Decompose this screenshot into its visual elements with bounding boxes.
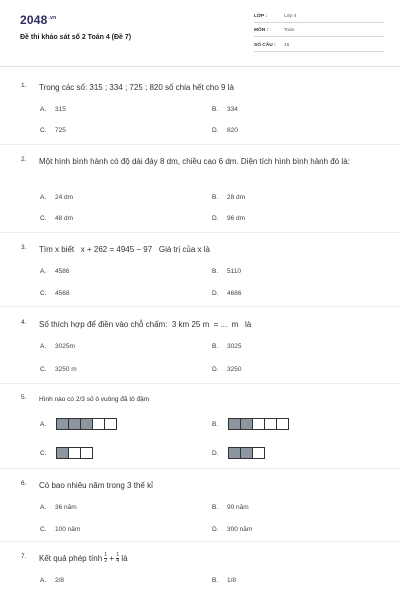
option-c[interactable]: C. (40, 450, 55, 457)
option-c[interactable]: C. 3250 m (40, 366, 77, 373)
empty-square (104, 418, 117, 430)
option-c[interactable]: C. 4568 (40, 290, 70, 297)
question-text: Một hình bình hành có độ dài đáy 8 dm, chiều cao 6 dm. Diện tích hình bình hành đó là: (39, 157, 350, 166)
option-a[interactable]: A. 24 dm (40, 194, 74, 201)
option-b[interactable]: B. (212, 421, 227, 428)
question-text: Tìm x biết x + 262 = 4945 − 97 Giá trị của x là (39, 245, 210, 254)
option-c[interactable]: C. 48 dm (40, 215, 74, 222)
option-c[interactable]: C. 100 năm (40, 526, 81, 533)
meta-subject: MÔN : Toán (254, 25, 384, 37)
meta-question-count: SỐ CÂU : 16 (254, 40, 384, 52)
option-b[interactable]: B. 5110 (212, 268, 241, 275)
question-number: 3. (21, 244, 27, 251)
question-divider (0, 468, 400, 469)
empty-square (252, 447, 265, 459)
question-divider (0, 232, 400, 233)
option-a[interactable]: A. (40, 421, 55, 428)
exam-header (0, 0, 400, 62)
empty-square (276, 418, 289, 430)
option-a[interactable]: A. 36 năm (40, 504, 77, 511)
option-b[interactable]: B. 1/8 (212, 577, 237, 584)
question-number: 2. (21, 156, 27, 163)
fraction: $\frac{1}{2}$ (104, 552, 108, 565)
option-d[interactable]: D. 4686 (212, 290, 242, 297)
question-text: Kết quả phép tính $\frac{1}{2}$ + $\frac{1}{4}$ là (39, 552, 128, 565)
square-grid (228, 418, 288, 430)
option-b[interactable]: B. 90 năm (212, 504, 249, 511)
question-number: 6. (21, 480, 27, 487)
empty-square (80, 447, 93, 459)
exam-title: Đề thi khảo sát số 2 Toán 4 (Đề 7) (20, 34, 132, 41)
fraction: $\frac{1}{4}$ (116, 552, 120, 565)
question-text: Số thích hợp để điền vào chỗ chấm: 3 km 25 m = ... m là (39, 320, 252, 329)
option-b[interactable]: B. 28 dm (212, 194, 246, 201)
option-a[interactable]: A. 315 (40, 106, 66, 113)
question-number: 4. (21, 319, 27, 326)
option-a[interactable]: A. 2/8 (40, 577, 65, 584)
option-d[interactable]: D. 820 (212, 127, 238, 134)
square-grid (56, 447, 92, 459)
option-d[interactable]: D. 300 năm (212, 526, 253, 533)
meta-class: LỚP : Lớp 4 (254, 11, 384, 23)
question-number: 7. (21, 553, 27, 560)
question-number: 5. (21, 394, 27, 401)
option-d[interactable]: D. 3250 (212, 366, 242, 373)
option-d[interactable]: D. (212, 450, 227, 457)
question-text: Trong các số: 315 ; 334 ; 725 ; 820 số chia hết cho 9 là (39, 83, 234, 92)
header-divider (0, 66, 400, 67)
option-b[interactable]: B. 334 (212, 106, 238, 113)
option-c[interactable]: C. 725 (40, 127, 66, 134)
question-divider (0, 144, 400, 145)
square-grid (56, 418, 116, 430)
question-divider (0, 306, 400, 307)
option-b[interactable]: B. 3025 (212, 343, 242, 350)
question-text: Hình nào có 2/3 số ô vuông đã tô đậm (39, 396, 150, 403)
square-grid (228, 447, 264, 459)
question-divider (0, 383, 400, 384)
option-d[interactable]: D. 96 dm (212, 215, 246, 222)
option-a[interactable]: A. 3025m (40, 343, 75, 350)
site-logo[interactable]: $2048^{.vn}$ (20, 13, 57, 27)
question-text: Có bao nhiêu năm trong 3 thế kỉ (39, 481, 153, 490)
question-divider (0, 541, 400, 542)
option-a[interactable]: A. 4586 (40, 268, 70, 275)
question-number: 1. (21, 82, 27, 89)
